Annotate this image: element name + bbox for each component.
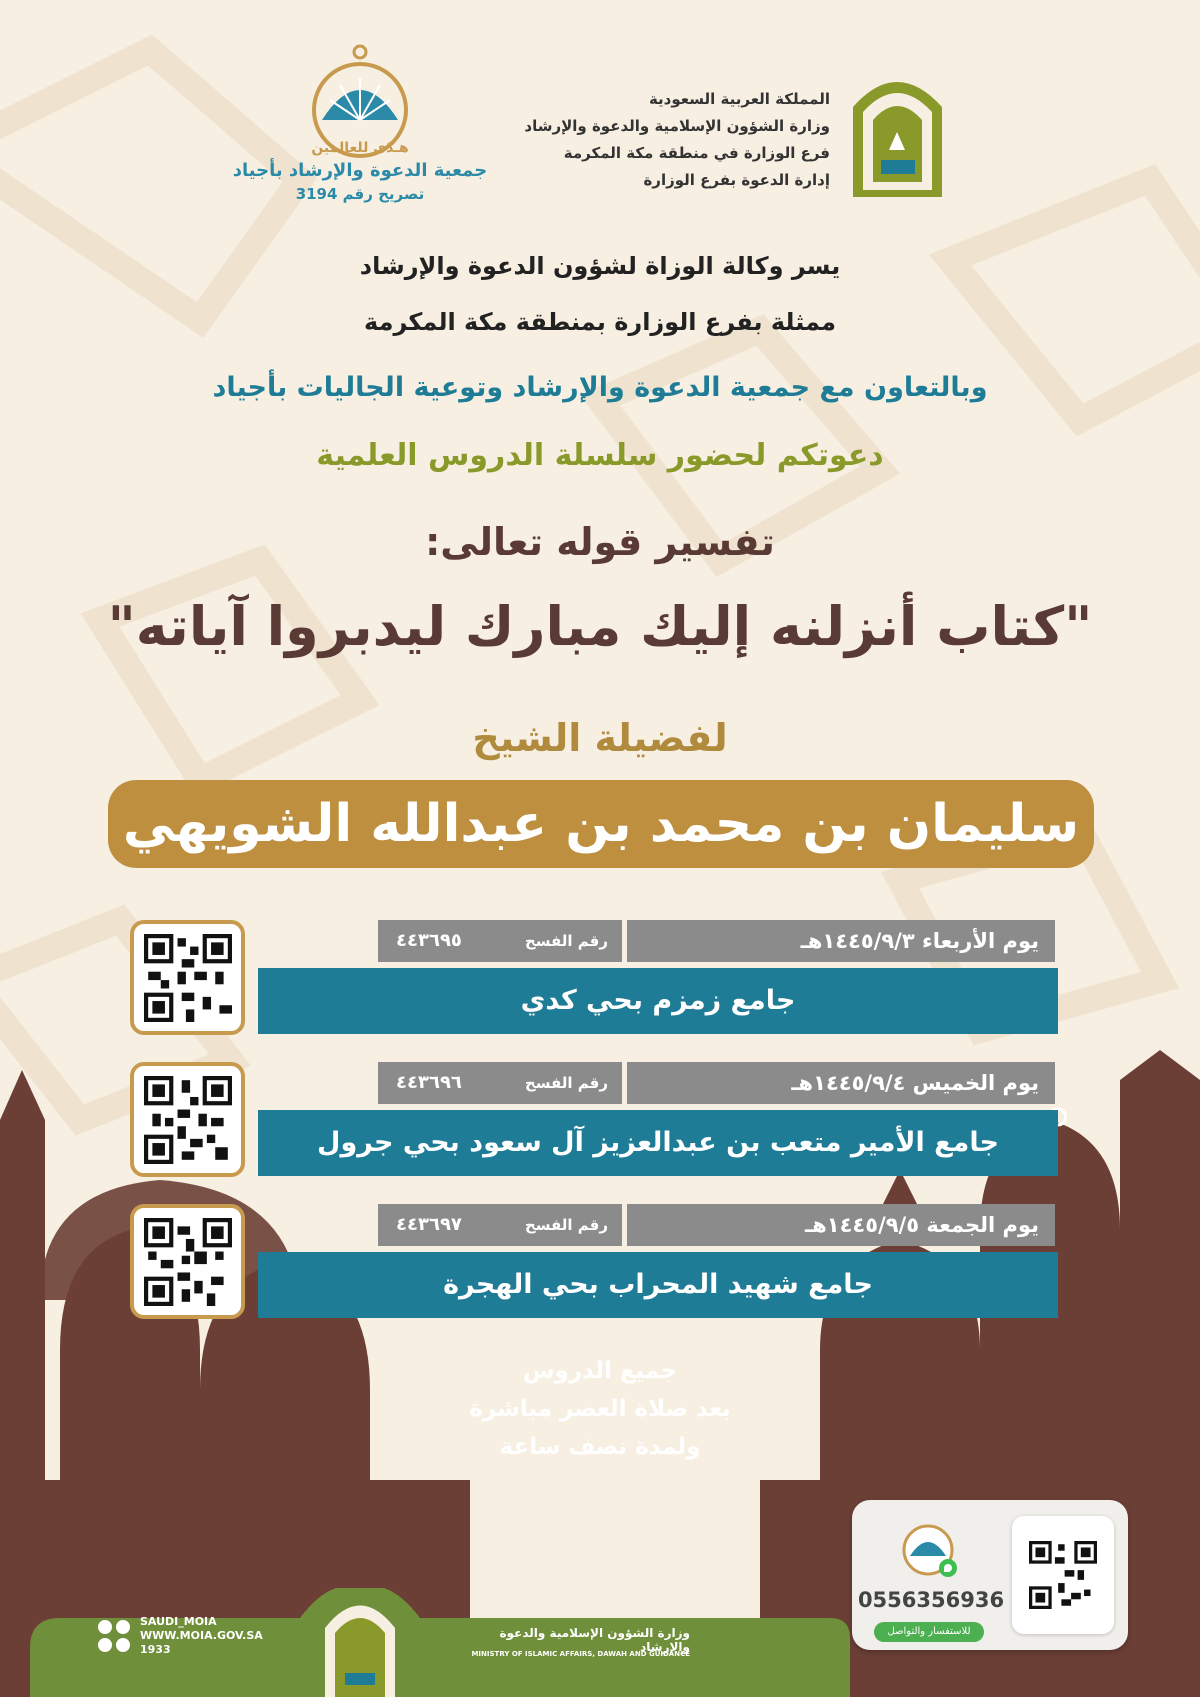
footer-ministry-name-en: MINISTRY OF ISLAMIC AFFAIRS, DAWAH AND GUIDANCE: [471, 1650, 690, 1658]
social-handle[interactable]: SAUDI_MOIA: [140, 1615, 217, 1628]
permit-number-tag: [378, 920, 622, 962]
association-logo: [300, 40, 420, 170]
ministry-logo: [845, 62, 950, 202]
ministry-line: إدارة الدعوة بفرع الوزارة: [643, 171, 830, 189]
intro-line-2: ممثلة بفرع الوزارة بمنطقة مكة المكرمة: [364, 308, 836, 336]
permit-label: رقم الفسح: [524, 1074, 608, 1092]
session-venue: جامع شهيد المحراب بحي الهجرة: [258, 1252, 1058, 1318]
lessons-note: [400, 1352, 800, 1466]
tafsir-heading: تفسير قوله تعالى:: [425, 520, 775, 564]
note-line: بعد صلاة العصر مباشرة: [469, 1396, 731, 1422]
intro-line-1: يسر وكالة الوزاة لشؤون الدعوة والإرشاد: [359, 252, 841, 280]
verse-title: "كتاب أنزلنه إليك مبارك ليدبروا آياته": [107, 595, 1093, 658]
contact-card[interactable]: [852, 1500, 1128, 1650]
social-icons: [95, 1617, 135, 1657]
ministry-line: وزارة الشؤون الإسلامية والدعوة والإرشاد: [524, 117, 830, 135]
footer-ministry-name: وزارة الشؤون الإسلامية والدعوة والإرشاد: [499, 1626, 690, 1654]
session-row: [130, 920, 1060, 1050]
permit-number: ٤٤٣٦٩٦: [396, 1072, 462, 1093]
association-license: تصريح رقم 3194: [295, 185, 425, 203]
association-logo-icon: [900, 1522, 960, 1582]
permit-label: رقم الفسح: [524, 932, 608, 950]
qr-code-icon[interactable]: [1012, 1516, 1114, 1634]
sheikh-name: سليمان بن محمد بن عبدالله الشويهي: [108, 780, 1094, 868]
session-row: [130, 1204, 1060, 1334]
permit-number-tag: [378, 1204, 622, 1246]
session-day: يوم الأربعاء ١٤٤٥/٩/٣هـ: [627, 920, 1055, 962]
qr-code-icon[interactable]: [130, 1062, 245, 1177]
permit-label: رقم الفسح: [524, 1216, 608, 1234]
moia-handle: [140, 1615, 280, 1657]
sheikh-label: لفضيلة الشيخ: [472, 716, 728, 760]
inquiry-label: للاستفسار والتواصل: [874, 1622, 984, 1642]
contact-phone[interactable]: 0556356936: [857, 1588, 1005, 1612]
session-row: [130, 1062, 1060, 1192]
svg-text:هـدًى للعالمين: هـدًى للعالمين: [311, 140, 409, 156]
session-day: يوم الجمعة ١٤٤٥/٩/٥هـ: [627, 1204, 1055, 1246]
session-day: يوم الخميس ١٤٤٥/٩/٤هـ: [627, 1062, 1055, 1104]
call-number[interactable]: 1933: [140, 1643, 171, 1656]
association-name: جمعية الدعوة والإرشاد بأجياد: [232, 160, 488, 181]
ministry-text: [520, 86, 830, 194]
qr-code-icon[interactable]: [130, 1204, 245, 1319]
intro-line-3: وبالتعاون مع جمعية الدعوة والإرشاد وتوعية الجاليات بأجياد: [212, 372, 988, 403]
ministry-line: فرع الوزارة في منطقة مكة المكرمة: [563, 144, 830, 162]
note-line: ولمدة نصف ساعة: [499, 1434, 701, 1460]
session-venue: جامع زمزم بحي كدي: [258, 968, 1058, 1034]
session-venue: جامع الأمير متعب بن عبدالعزيز آل سعود بحي جرول: [258, 1110, 1058, 1176]
permit-number: ٤٤٣٦٩٧: [396, 1214, 462, 1235]
website-link[interactable]: WWW.MOIA.GOV.SA: [140, 1629, 263, 1642]
association-text: [230, 160, 490, 203]
permit-number: ٤٤٣٦٩٥: [396, 930, 462, 951]
ministry-line: المملكة العربية السعودية: [648, 90, 830, 108]
qr-code-icon[interactable]: [130, 920, 245, 1035]
intro-line-4: دعوتكم لحضور سلسلة الدروس العلمية: [316, 438, 884, 473]
note-line: جميع الدروس: [522, 1358, 678, 1384]
permit-number-tag: [378, 1062, 622, 1104]
